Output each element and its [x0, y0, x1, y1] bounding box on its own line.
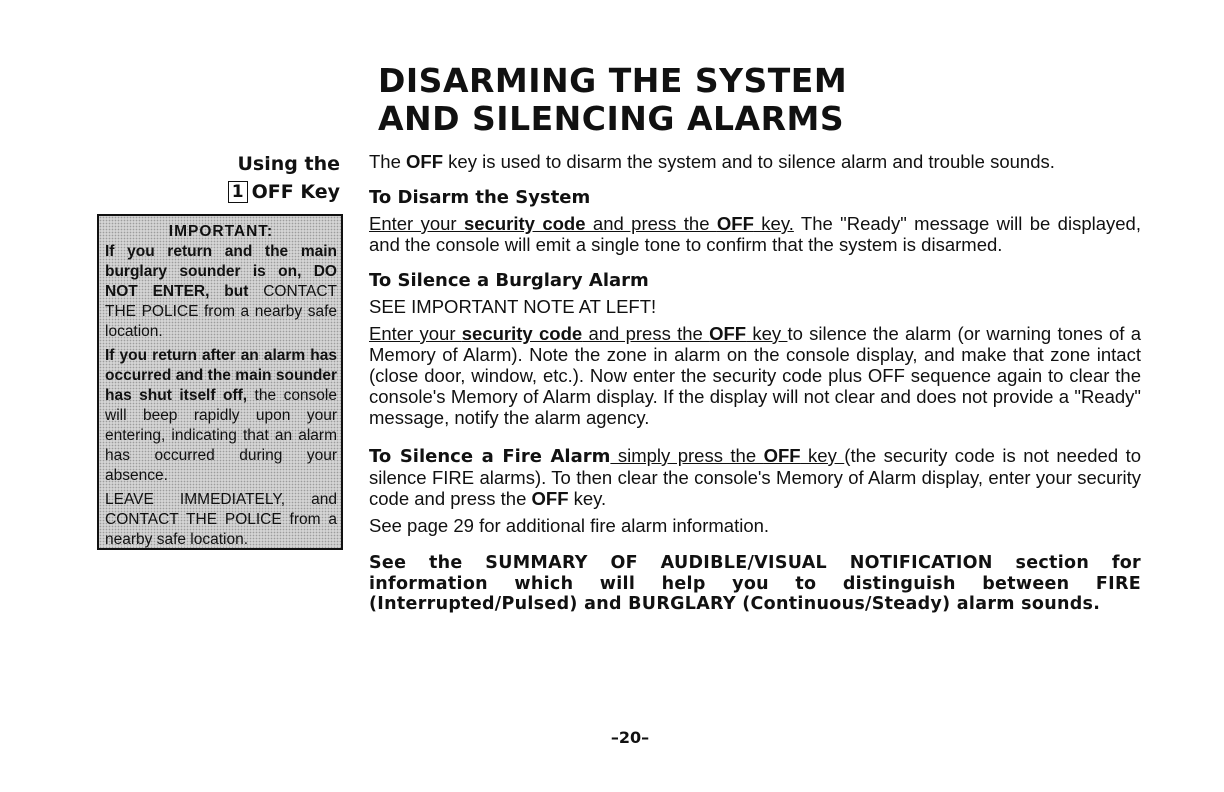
important-para-1: [105, 242, 337, 342]
intro-key: OFF: [406, 151, 444, 172]
important-para-2-bold: If you return after an alarm has occurred and the main sounder has shut itself off,: [105, 347, 337, 404]
disarm-heading: To Disarm the System: [369, 187, 591, 208]
title-line-2: AND SILENCING ALARMS: [378, 99, 845, 138]
disarm-u3: and press the: [585, 213, 717, 234]
fire-paragraph: [369, 445, 1141, 509]
burglary-u3: and press the: [582, 323, 710, 344]
summary-paragraph: See the SUMMARY OF AUDIBLE/VISUAL NOTIFICATION section for information which will help you to distinguish between FIRE (Interrupted/Pulsed) and BURGLARY (Continuous/Steady) alarm sounds.: [369, 553, 1141, 614]
burglary-heading: To Silence a Burglary Alarm: [369, 270, 649, 291]
off-key-text: OFF Key: [251, 180, 340, 203]
fire-rest-2: key.: [568, 488, 607, 509]
important-para-2-rest: the console will beep rapidly upon your entering, indicating that an alarm has occurred during your absence.: [105, 387, 337, 484]
page-number: –20–: [610, 728, 650, 747]
disarm-u5: key.: [753, 213, 794, 234]
key-1-icon: 1: [228, 181, 248, 203]
fire-u2: OFF: [763, 445, 801, 466]
disarm-rest: The "Ready" message will be displayed, and the console will emit a single tone to confirm that the system is disarmed.: [369, 213, 1141, 255]
important-heading: IMPORTANT:: [168, 223, 274, 240]
fire-u3: key: [800, 445, 845, 466]
intro-post: key is used to disarm the system and to silence alarm and trouble sounds.: [443, 151, 1055, 172]
important-para-1-rest: CONTACT THE POLICE from a nearby safe location.: [105, 283, 337, 340]
important-para-3: LEAVE IMMEDIATELY, and CONTACT THE POLICE from a nearby safe location.: [105, 491, 337, 548]
burglary-u1: Enter your: [369, 323, 462, 344]
burglary-instruction: [369, 323, 787, 344]
fire-rest-1: (the security code is not needed to silence FIRE alarms). To then clear the console's Memory of Alarm display, enter your security code and press the: [369, 445, 1141, 509]
important-para-1-bold: If you return and the main burglary sounder is on, DO NOT ENTER, but: [105, 243, 337, 300]
disarm-paragraph: [369, 213, 1141, 255]
off-key-label: [228, 179, 340, 206]
fire-heading: To Silence a Fire Alarm: [369, 446, 611, 467]
burglary-u5: key: [746, 323, 788, 344]
disarm-instruction: [369, 213, 794, 234]
fire-key: OFF: [531, 488, 569, 509]
fire-u1: simply press the: [610, 445, 764, 466]
title-line-1: DISARMING THE SYSTEM: [378, 61, 848, 100]
burglary-u4: OFF: [709, 323, 747, 344]
side-heading: [180, 151, 340, 206]
important-note-box: [97, 214, 343, 550]
intro-paragraph: [369, 151, 1141, 172]
important-para-2: [105, 346, 337, 486]
burglary-u2: security code: [461, 323, 583, 344]
intro-pre: The: [369, 151, 407, 172]
disarm-u4: OFF: [716, 213, 754, 234]
disarm-u1: Enter your: [369, 213, 464, 234]
side-heading-line-1: Using the: [237, 153, 340, 175]
fire-see-page: See page 29 for additional fire alarm information.: [369, 515, 770, 536]
burglary-paragraph: [369, 323, 1141, 428]
main-content: [369, 151, 1141, 615]
fire-instruction: [610, 445, 844, 466]
page-title: [378, 62, 1078, 138]
disarm-u2: security code: [463, 213, 586, 234]
burglary-note: SEE IMPORTANT NOTE AT LEFT!: [369, 296, 657, 317]
burglary-rest: to silence the alarm (or warning tones of a Memory of Alarm). Note the zone in alarm on the console display, and make that zone intact (close door, window, etc.). Now enter the security code plus OFF sequence again to clear the console's Memory of Alarm display. If the display will not clear and does not provide a "Ready" message, notify the alarm agency.: [369, 323, 1142, 428]
